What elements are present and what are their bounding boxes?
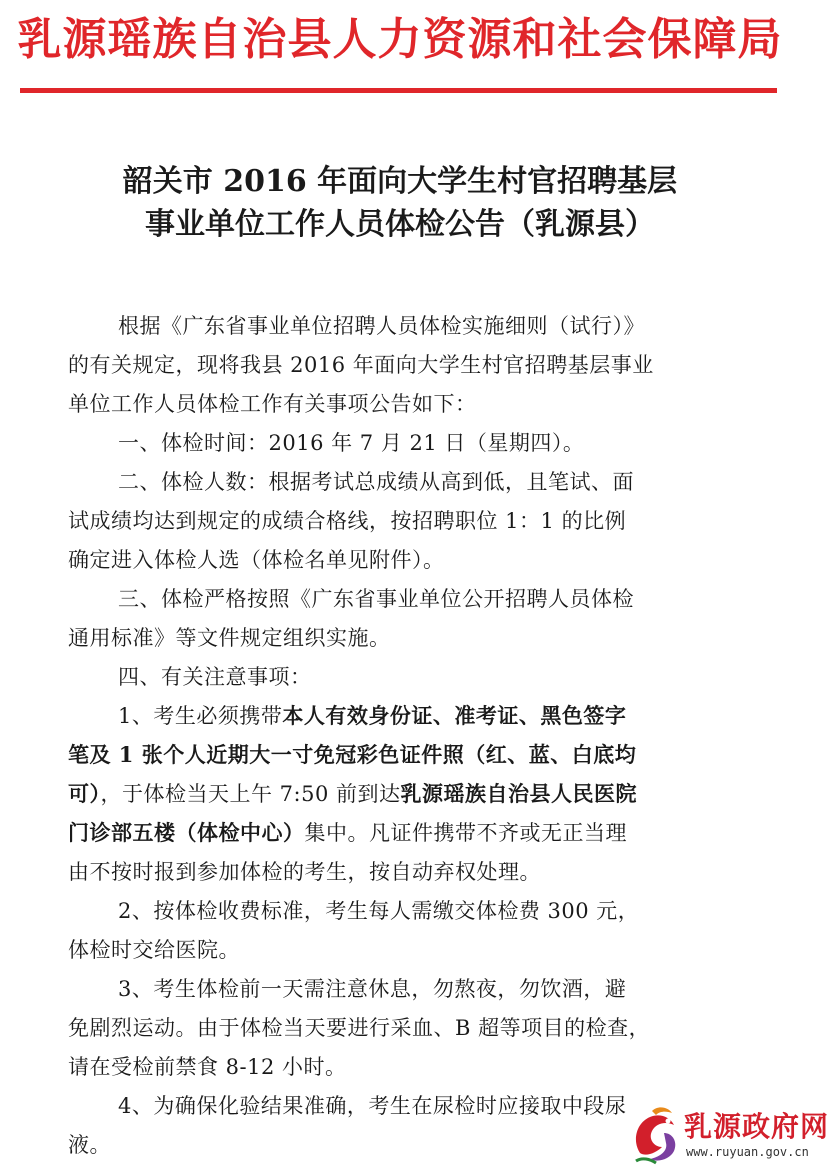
bold-text-run: 可） [68,781,101,806]
paragraph-line: 体检时交给医院。 [68,938,240,962]
paragraph-line: 通用标准》等文件规定组织实施。 [68,626,391,650]
bold-text-run: 门诊部五楼（体检中心） [68,820,305,845]
site-name: 乳源政府网 [684,1110,829,1143]
paragraph-line [68,776,637,812]
paragraph-line: 液。 [68,1133,111,1157]
paragraph-line: 笔及 1 张个人近期大一寸免冠彩色证件照（红、蓝、白底均 [68,742,637,767]
paragraph-line: 的有关规定，现将我县 2016 年面向大学生村官招聘基层事业 [68,353,654,377]
issuing-organization: 乳源瑶族自治县人力资源和社会保障局 [17,14,783,65]
paragraph-line: 2、按体检收费标准，考生每人需缴交体检费 300 元， [118,899,640,923]
document-title-line-2: 事业单位工作人员体检公告（乳源县） [145,207,655,242]
paragraph-line: 试成绩均达到规定的成绩合格线，按招聘职位 1：1 的比例 [68,509,627,533]
paragraph-line: 单位工作人员体检工作有关事项公告如下： [68,392,477,416]
paragraph-line [68,815,627,851]
bold-text-run: 本人有效身份证、准考证、黑色签字 [282,703,627,728]
paragraph-line: 请在受检前禁食 8-12 小时。 [68,1055,347,1079]
header-divider [20,88,777,93]
paragraph-line: 4、为确保化验结果准确，考生在尿检时应接取中段尿 [118,1094,627,1118]
paragraph-line: 3、考生体检前一天需注意休息，勿熬夜，勿饮酒，避 [118,977,627,1001]
exam-time-line: 一、体检时间：2016 年 7 月 21 日（星期四）。 [118,431,585,455]
paragraph-line: 免剧烈运动。由于体检当天要进行采血、B 超等项目的检查， [68,1016,651,1040]
document-title-line-1: 韶关市 2016 年面向大学生村官招聘基层 [122,164,678,199]
paragraph-line [118,698,626,734]
paragraph-line: 根据《广东省事业单位招聘人员体检实施细则（试行）》 [118,314,645,338]
site-url: www.ruyuan.gov.cn [686,1145,809,1159]
paragraph-line: 二、体检人数：根据考试总成绩从高到低，且笔试、面 [118,470,634,494]
text-run: ，于体检当天上午 7:50 前到达 [100,782,401,806]
dragon-logo-icon [630,1103,682,1165]
paragraph-line: 三、体检严格按照《广东省事业单位公开招聘人员体检 [118,587,634,611]
site-watermark [630,1103,829,1170]
bold-text-run: 乳源瑶族自治县人民医院 [400,781,638,806]
text-run: 1、考生必须携带 [118,704,283,728]
text-run: 集中。凡证件携带不齐或无正当理 [304,821,627,845]
paragraph-line: 由不按时报到参加体检的考生，按自动弃权处理。 [68,860,541,884]
paragraph-line: 确定进入体检人选（体检名单见附件）。 [68,548,445,572]
notes-heading: 四、有关注意事项： [118,665,312,689]
